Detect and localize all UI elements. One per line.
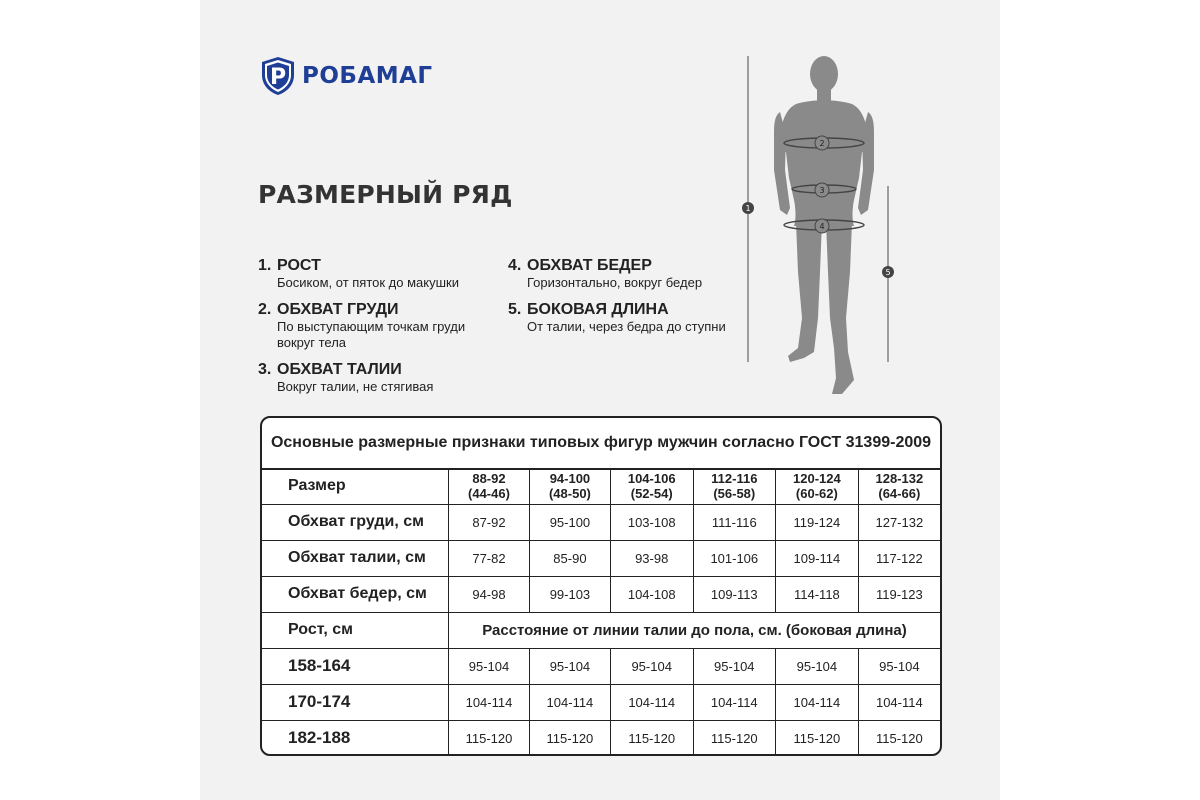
table-cell: 87-92 bbox=[449, 504, 530, 540]
table-cell: 94-98 bbox=[449, 576, 530, 612]
row-label: 158-164 bbox=[262, 648, 449, 684]
table-cell: 115-120 bbox=[449, 720, 530, 756]
measurement-number: 4. bbox=[508, 257, 522, 274]
svg-text:5: 5 bbox=[885, 268, 891, 277]
table-row bbox=[262, 576, 940, 612]
brand-name: РОБАМАГ bbox=[302, 63, 433, 89]
height-header-row bbox=[262, 612, 940, 648]
measurement-desc: По выступающим точкам груди bbox=[277, 319, 466, 334]
table-cell: 104-114 bbox=[776, 684, 859, 720]
table-cell: 104-114 bbox=[858, 684, 940, 720]
size-column-header: 94-100 (48-50) bbox=[529, 468, 610, 504]
table-cell: 111-116 bbox=[693, 504, 776, 540]
svg-text:1: 1 bbox=[745, 204, 751, 213]
table-cell: 104-114 bbox=[693, 684, 776, 720]
table-cell: 99-103 bbox=[529, 576, 610, 612]
table-cell: 109-114 bbox=[776, 540, 859, 576]
table-cell: 114-118 bbox=[776, 576, 859, 612]
size-column-header: 128-132 (64-66) bbox=[858, 468, 940, 504]
height-label: Рост, см bbox=[262, 612, 449, 648]
table-cell: 109-113 bbox=[693, 576, 776, 612]
table-cell: 115-120 bbox=[529, 720, 610, 756]
size-chart-card bbox=[200, 0, 1000, 800]
svg-text:3: 3 bbox=[819, 186, 825, 195]
table-caption: Основные размерные признаки типовых фигур мужчин согласно ГОСТ 31399-2009 bbox=[262, 418, 940, 470]
table-cell: 119-124 bbox=[776, 504, 859, 540]
row-label: 182-188 bbox=[262, 720, 449, 756]
measurement-desc: От талии, через бедра до ступни bbox=[527, 319, 726, 334]
table-row bbox=[262, 684, 940, 720]
row-label: Обхват груди, см bbox=[262, 504, 449, 540]
table-cell: 104-114 bbox=[610, 684, 693, 720]
measurement-desc: Босиком, от пяток до макушки bbox=[277, 275, 459, 290]
measurement-name: ОБХВАТ ГРУДИ bbox=[277, 301, 399, 318]
row-label: Обхват бедер, см bbox=[262, 576, 449, 612]
measurement-name: БОКОВАЯ ДЛИНА bbox=[527, 301, 669, 318]
measurement-desc: Вокруг талии, не стягивая bbox=[277, 379, 434, 394]
size-column-header: 120-124 (60-62) bbox=[776, 468, 859, 504]
row-label: Обхват талии, см bbox=[262, 540, 449, 576]
table-cell: 127-132 bbox=[858, 504, 940, 540]
measurement-name: ОБХВАТ БЕДЕР bbox=[527, 257, 652, 274]
measurement-number: 2. bbox=[258, 301, 272, 318]
row-label: 170-174 bbox=[262, 684, 449, 720]
svg-text:2: 2 bbox=[819, 139, 825, 148]
table-cell: 93-98 bbox=[610, 540, 693, 576]
svg-text:4: 4 bbox=[819, 222, 825, 231]
table-cell: 117-122 bbox=[858, 540, 940, 576]
table-cell: 115-120 bbox=[693, 720, 776, 756]
table-cell: 95-104 bbox=[693, 648, 776, 684]
size-column-header: 112-116 (56-58) bbox=[693, 468, 776, 504]
table-row bbox=[262, 540, 940, 576]
measurement-number: 3. bbox=[258, 361, 272, 378]
table-cell: 104-114 bbox=[529, 684, 610, 720]
marker-3 bbox=[815, 183, 829, 197]
measurement-name: ОБХВАТ ТАЛИИ bbox=[277, 361, 402, 378]
measurement-desc: Горизонтально, вокруг бедер bbox=[527, 275, 703, 290]
table-cell: 101-106 bbox=[693, 540, 776, 576]
table-row bbox=[262, 720, 940, 756]
measurement-number: 1. bbox=[258, 257, 272, 274]
table-row bbox=[262, 504, 940, 540]
size-table bbox=[260, 416, 942, 756]
table-cell: 85-90 bbox=[529, 540, 610, 576]
table-cell: 104-114 bbox=[449, 684, 530, 720]
size-label: Размер bbox=[262, 468, 449, 504]
table-cell: 119-123 bbox=[858, 576, 940, 612]
table-cell: 115-120 bbox=[776, 720, 859, 756]
table-cell: 115-120 bbox=[858, 720, 940, 756]
size-header-row bbox=[262, 468, 940, 504]
table-cell: 95-104 bbox=[776, 648, 859, 684]
table-cell: 95-104 bbox=[610, 648, 693, 684]
size-column-header: 104-106 (52-54) bbox=[610, 468, 693, 504]
table-cell: 115-120 bbox=[610, 720, 693, 756]
svg-text:P: P bbox=[269, 65, 287, 90]
page-title: РАЗМЕРНЫЙ РЯД bbox=[258, 180, 513, 209]
table-cell: 104-108 bbox=[610, 576, 693, 612]
marker-1 bbox=[742, 202, 754, 214]
table-cell: 95-104 bbox=[449, 648, 530, 684]
table-cell: 103-108 bbox=[610, 504, 693, 540]
measurement-name: РОСТ bbox=[277, 257, 321, 274]
body-figure-illustration bbox=[200, 0, 1000, 420]
size-grid bbox=[262, 468, 940, 756]
table-cell: 77-82 bbox=[449, 540, 530, 576]
marker-2 bbox=[815, 136, 829, 150]
table-cell: 95-104 bbox=[529, 648, 610, 684]
measurement-desc: вокруг тела bbox=[277, 335, 347, 350]
side-length-header: Расстояние от линии талии до пола, см. (боковая длина) bbox=[449, 612, 941, 648]
table-cell: 95-104 bbox=[858, 648, 940, 684]
marker-4 bbox=[815, 219, 829, 233]
table-cell: 95-100 bbox=[529, 504, 610, 540]
size-column-header: 88-92 (44-46) bbox=[449, 468, 530, 504]
marker-5 bbox=[882, 266, 894, 278]
measurement-number: 5. bbox=[508, 301, 522, 318]
table-row bbox=[262, 648, 940, 684]
